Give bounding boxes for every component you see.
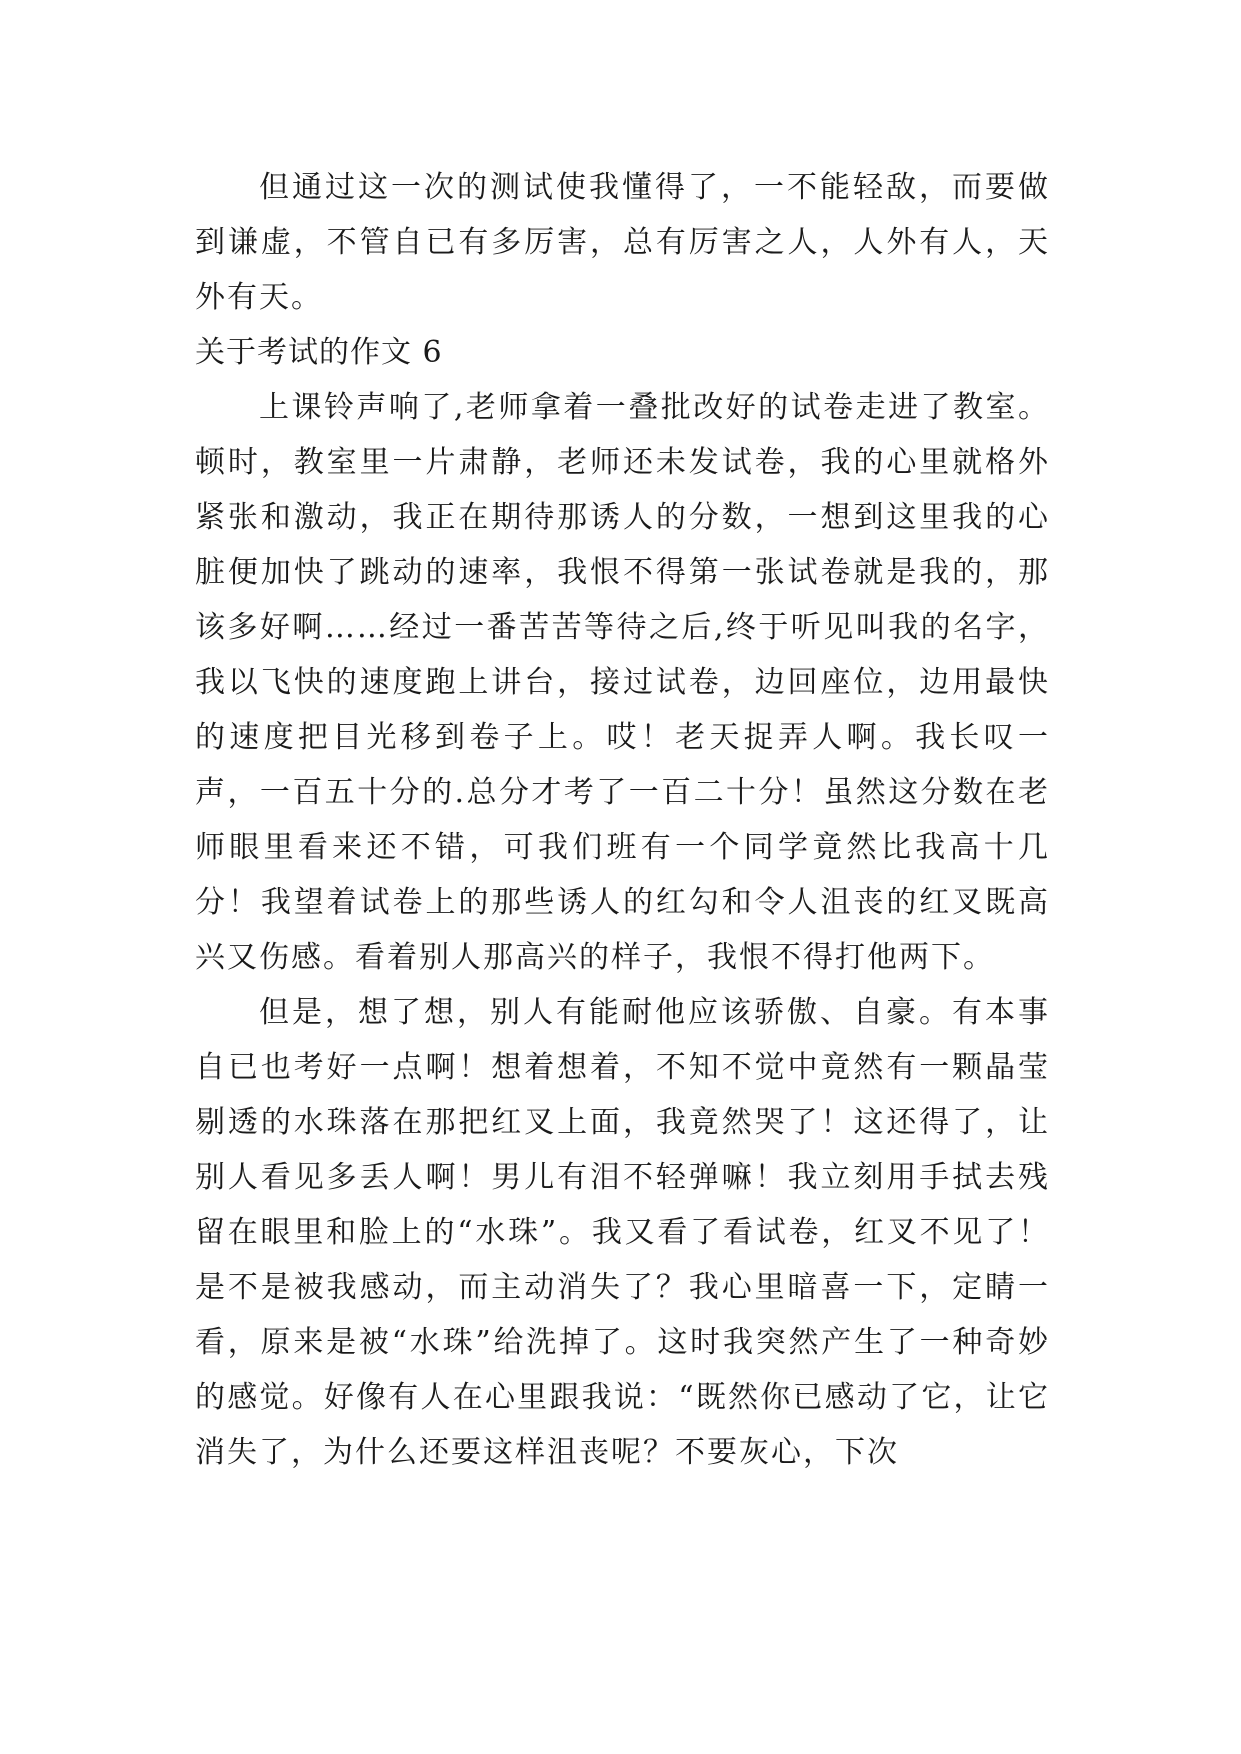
essay-heading: 关于考试的作文 6 [195, 335, 443, 370]
paragraph-reflection: 但是，想了想，别人有能耐他应该骄傲、自豪。有本事自已也考好一点啊！想着想着，不知不觉中竟然有一颗晶莹剔透的水珠落在那把红叉上面，我竟然哭了！这还得了，让别人看见多丢人啊！男儿有泪不轻弹嘛！我立刻用手拭去残留在眼里和脸上的“水珠”。我又看了看试卷，红叉不见了！是不是被我感动，而主动消失了？我心里暗喜一下，定睛一看，原来是被“水珠”给洗掉了。这时我突然产生了一种奇妙的感觉。好像有人在心里跟我说：“既然你已感动了它，让它消失了，为什么还要这样沮丧呢？不要灰心，下次 [195, 995, 1050, 1470]
paragraph-conclusion: 但通过这一次的测试使我懂得了，一不能轻敌，而要做到谦虚，不管自已有多厉害，总有厉害之人，人外有人，天外有天。 [195, 170, 1050, 315]
paragraph-exam-results: 上课铃声响了,老师拿着一叠批改好的试卷走进了教室。顿时，教室里一片肃静，老师还未发试卷，我的心里就格外紧张和激动，我正在期待那诱人的分数，一想到这里我的心脏便加快了跳动的速率，我恨不得第一张试卷就是我的，那该多好啊……经过一番苦苦等待之后,终于听见叫我的名字，我以飞快的速度跑上讲台，接过试卷，边回座位，边用最快的速度把目光移到卷子上。哎！老天捉弄人啊。我长叹一声，一百五十分的.总分才考了一百二十分！虽然这分数在老师眼里看来还不错，可我们班有一个同学竟然比我高十几分！我望着试卷上的那些诱人的红勾和令人沮丧的红叉既高兴又伤感。看着别人那高兴的样子，我恨不得打他两下。 [195, 390, 1050, 975]
document-page [195, 160, 1050, 1480]
